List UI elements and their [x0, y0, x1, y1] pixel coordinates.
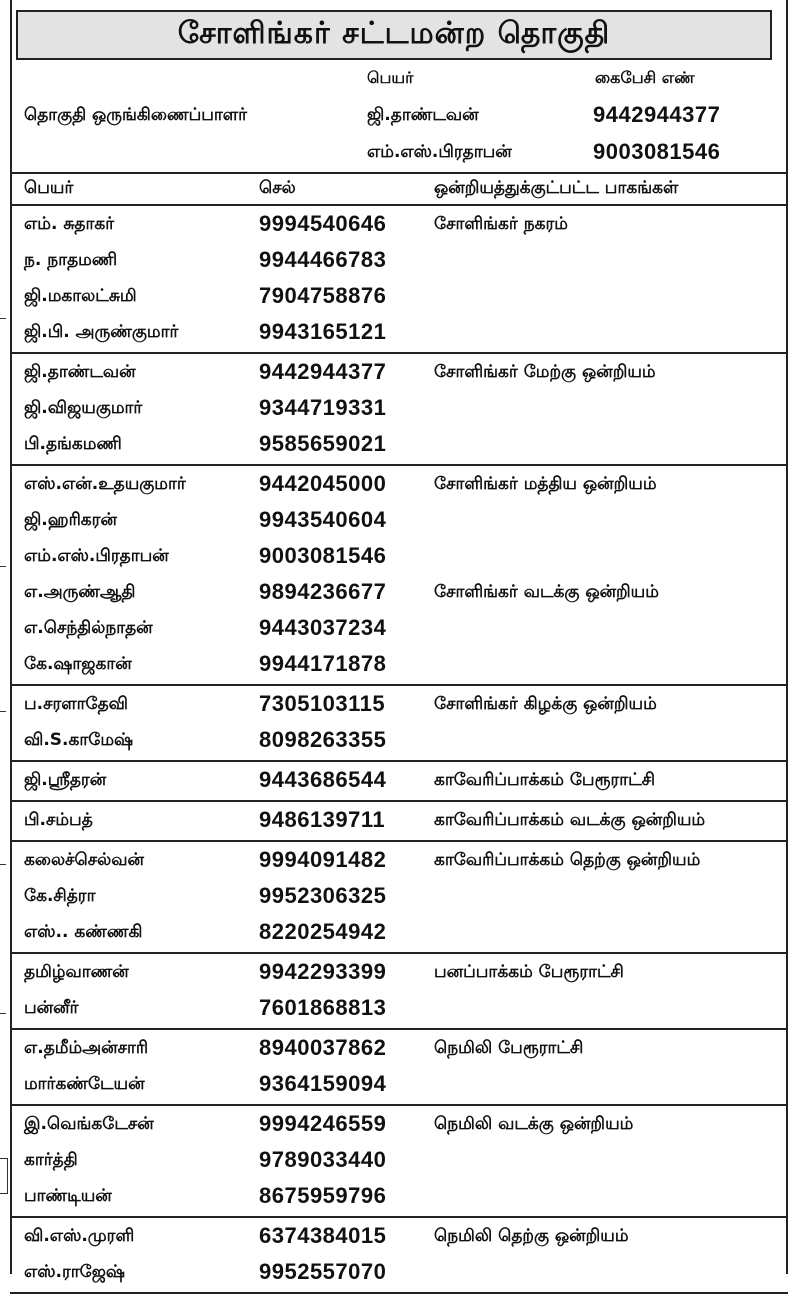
- person-name: எஸ்.. கண்ணகி: [24, 922, 143, 942]
- contact-group: [10, 802, 788, 842]
- person-name: எ.செந்தில்நாதன்: [24, 618, 153, 638]
- contact-group: [10, 1218, 788, 1294]
- phone-number: 9486139711: [259, 807, 386, 832]
- margin-tick: [0, 1013, 6, 1014]
- table-row: [10, 468, 788, 504]
- column-header-name: பெயர்: [24, 178, 74, 198]
- contact-group: [10, 842, 788, 954]
- person-name: ஜி.விஜயகுமார்: [24, 398, 143, 418]
- contact-group: [10, 1106, 788, 1218]
- phone-number: 9003081546: [259, 543, 387, 568]
- area-name: சோளிங்கர் வடக்கு ஒன்றியம்: [434, 582, 659, 602]
- person-name: எஸ்.ராஜேஷ்: [24, 1262, 125, 1282]
- table-row: [10, 880, 788, 916]
- title-banner: [16, 10, 772, 60]
- table-row: [10, 504, 788, 540]
- phone-number: 9942293399: [259, 959, 387, 984]
- phone-number: 9994246559: [259, 1111, 387, 1136]
- person-name: கே.சித்ரா: [24, 886, 96, 906]
- table-row: [10, 356, 788, 392]
- person-name: கலைச்செல்வன்: [24, 850, 144, 870]
- area-name: காவேரிப்பாக்கம் வடக்கு ஒன்றியம்: [434, 810, 706, 830]
- table-row: [10, 1256, 788, 1292]
- phone-number: 9442045000: [259, 471, 387, 496]
- phone-number: 9952306325: [259, 883, 387, 908]
- person-name: இ.வெங்கடேசன்: [24, 1114, 154, 1134]
- area-name: பனப்பாக்கம் பேரூராட்சி: [434, 962, 624, 982]
- phone-number: 9585659021: [259, 431, 387, 456]
- phone-number: 9944171878: [259, 651, 387, 676]
- table-row: [10, 280, 788, 316]
- phone-number: 9994091482: [259, 847, 387, 872]
- coordinator-phone: 9003081546: [593, 139, 721, 164]
- table-row: [10, 844, 788, 880]
- person-name: கே.ஷாஜகான்: [24, 654, 132, 674]
- table-row: [10, 1068, 788, 1104]
- table-row: [10, 992, 788, 1028]
- phone-number: 7904758876: [259, 283, 387, 308]
- table-header: [10, 172, 788, 206]
- table-row: [10, 1220, 788, 1256]
- table-row: [10, 1032, 788, 1068]
- contact-group: [10, 354, 788, 466]
- contact-group: [10, 686, 788, 762]
- phone-number: 9994540646: [259, 211, 387, 236]
- coordinator-phone: 9442944377: [593, 102, 721, 127]
- phone-number: 9944466783: [259, 247, 387, 272]
- area-name: சோளிங்கர் கிழக்கு ஒன்றியம்: [434, 694, 657, 714]
- phone-number: 8675959796: [259, 1183, 387, 1208]
- page-title: சோளிங்கர் சட்டமன்ற தொகுதி: [177, 15, 611, 51]
- area-name: நெமிலி வடக்கு ஒன்றியம்: [434, 1114, 634, 1134]
- column-header-area: ஒன்றியத்துக்குட்பட்ட பாகங்கள்: [434, 178, 679, 198]
- area-name: சோளிங்கர் மேற்கு ஒன்றியம்: [434, 362, 656, 382]
- person-name: பன்னீர்: [24, 998, 79, 1018]
- table-row: [10, 1108, 788, 1144]
- table-row: [10, 724, 788, 760]
- contact-table: [10, 206, 788, 1294]
- coordinator-name: எம்.எஸ்.பிரதாபன்: [367, 142, 512, 162]
- area-name: நெமிலி பேரூராட்சி: [434, 1038, 584, 1058]
- margin-tick: [0, 864, 6, 865]
- person-name: எம். சுதாகர்: [24, 214, 115, 234]
- contact-group: [10, 954, 788, 1030]
- coordinator-role: தொகுதி ஒருங்கிணைப்பாளர்: [24, 105, 247, 125]
- phone-number: 9943165121: [259, 319, 387, 344]
- phone-number: 7305103115: [259, 691, 386, 716]
- contact-group: [10, 762, 788, 802]
- margin-tick: [0, 566, 6, 567]
- phone-number: 9789033440: [259, 1147, 387, 1172]
- contact-group: [10, 466, 788, 686]
- table-row: [10, 428, 788, 464]
- column-header-cell: செல்: [259, 178, 296, 198]
- table-row: [10, 244, 788, 280]
- table-row: [10, 576, 788, 612]
- table-row: [10, 612, 788, 648]
- person-name: எஸ்.என்.உதயகுமார்: [24, 474, 186, 494]
- table-row: [10, 764, 788, 800]
- area-name: சோளிங்கர் மத்திய ஒன்றியம்: [434, 474, 657, 494]
- person-name: பி.சம்பத்: [24, 810, 93, 830]
- phone-number: 9943540604: [259, 507, 387, 532]
- person-name: ஜி.மகாலட்சுமி: [24, 286, 137, 306]
- phone-number: 7601868813: [259, 995, 387, 1020]
- phone-number: 9364159094: [259, 1071, 387, 1096]
- person-name: ஜி.தாண்டவன்: [24, 362, 136, 382]
- table-row: [10, 916, 788, 952]
- person-name: ஜி.ஸ்ரீதரன்: [24, 770, 107, 790]
- person-name: எ.தமீம்அன்சாரி: [24, 1038, 149, 1058]
- person-name: எம்.எஸ்.பிரதாபன்: [24, 546, 169, 566]
- phone-number: 9443686544: [259, 767, 387, 792]
- coordinator-section: [10, 62, 788, 172]
- phone-number: 9952557070: [259, 1259, 387, 1284]
- contact-group: [10, 206, 788, 354]
- table-row: [10, 956, 788, 992]
- person-name: வி.S.காமேஷ்: [24, 730, 134, 750]
- coordinator-name-header: பெயர்: [367, 68, 414, 87]
- table-row: [10, 540, 788, 576]
- area-name: காவேரிப்பாக்கம் தெற்கு ஒன்றியம்: [434, 850, 701, 870]
- person-name: ப.சரளாதேவி: [24, 694, 129, 714]
- area-name: நெமிலி தெற்கு ஒன்றியம்: [434, 1226, 629, 1246]
- table-row: [10, 648, 788, 684]
- phone-number: 9894236677: [259, 579, 387, 604]
- person-name: ஜி.பி. அருண்குமார்: [24, 322, 179, 342]
- table-row: [10, 688, 788, 724]
- margin-tick: [0, 711, 6, 712]
- person-name: பி.தங்கமணி: [24, 434, 122, 454]
- phone-number: 9443037234: [259, 615, 387, 640]
- person-name: தமிழ்வாணன்: [24, 962, 129, 982]
- person-name: பாண்டியன்: [24, 1186, 112, 1206]
- person-name: மார்கண்டேயன்: [24, 1074, 145, 1094]
- table-row: [10, 208, 788, 244]
- phone-number: 8220254942: [259, 919, 387, 944]
- phone-number: 9344719331: [259, 395, 387, 420]
- person-name: ஜி.ஹரிகரன்: [24, 510, 117, 530]
- area-name: காவேரிப்பாக்கம் பேரூராட்சி: [434, 770, 656, 790]
- table-row: [10, 1144, 788, 1180]
- person-name: கார்த்தி: [24, 1150, 78, 1170]
- table-row: [10, 316, 788, 352]
- contact-group: [10, 1030, 788, 1106]
- coordinator-phone-header: கைபேசி எண்: [595, 68, 695, 87]
- person-name: ந. நாதமணி: [24, 250, 118, 270]
- table-row: [10, 1180, 788, 1216]
- coordinator-name: ஜி.தாண்டவன்: [367, 105, 479, 125]
- table-row: [10, 392, 788, 428]
- phone-number: 6374384015: [259, 1223, 387, 1248]
- person-name: வி.எஸ்.முரளி: [24, 1226, 135, 1246]
- phone-number: 8098263355: [259, 727, 387, 752]
- phone-number: 9442944377: [259, 359, 387, 384]
- margin-box: [0, 1158, 8, 1194]
- area-name: சோளிங்கர் நகரம்: [434, 214, 568, 234]
- phone-number: 8940037862: [259, 1035, 387, 1060]
- table-row: [10, 804, 788, 840]
- person-name: எ.அருண்ஆதி: [24, 582, 136, 602]
- margin-tick: [0, 318, 6, 319]
